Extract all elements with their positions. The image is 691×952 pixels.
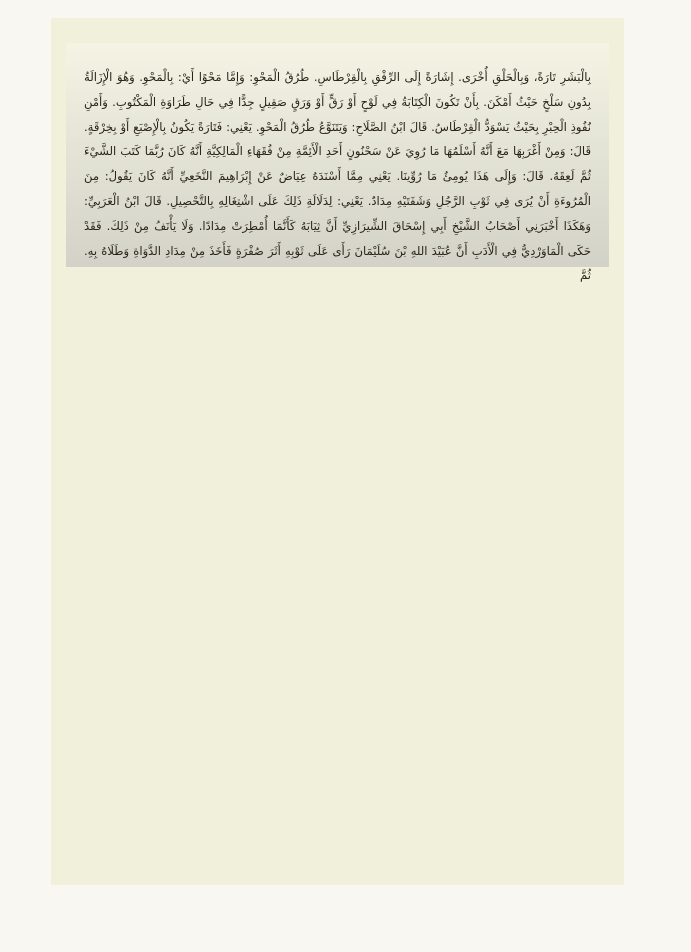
body-paragraph: بِالْبَشَرِ تَارَةً، وَبِالْحَلْقِ أُخْرَى. إِشَارَةً إِلَى الرِّفْقِ بِالْقِرْطَاسِ. طُرُقُ الْمَحْوِ: وَإِمَّا مَحْوًا أَيْ: بِالْمَحْوِ. وَهُوَ الْإِزَالَةُ بِدُونِ سَلْخٍ حَيْثُ أَمْكَنَ. بِأَنْ تَكُونَ الْكِتَابَةُ فِي لَوْحٍ أَوْ رَقٍّ أَوْ وَرَقٍ صَقِيلٍ جِدًّا فِي حَالِ طَرَاوَةِ الْمَكْتُوبِ. وَأَمْنِ نُفُوذِ الْحِبْرِ بِحَيْثُ يَسْوَدُّ الْقِرْطَاسُ. قَالَ ابْنُ الصَّلَاحِ: وَيَتَنَوَّعُ طُرُقُ الْمَحْوِ. يَعْنِي: فَتَارَةً يَكُونُ بِالْإِصْبَعِ أَوْ بِخِرْقَةٍ. قَالَ: وَمِنْ أَغْرَبِهَا مَعَ أَنَّهُ أَسْلَمُهَا مَا رُوِيَ عَنْ سَحْنُونٍ أَحَدِ الْأَئِمَّةِ مِنْ فُقَهَاءِ الْمَالِكِيَّةِ أَنَّهُ كَانَ رُبَّمَا كَتَبَ الشَّيْءَ ثُمَّ لَعِقَهُ. قَالَ: وَإِلَى هَذَا يُومِئُ مَا رُوِّينَا. يَعْنِي مِمَّا أَسْنَدَهُ عِيَاضٌ عَنْ إِبْرَاهِيمَ النَّخَعِيِّ أَنَّهُ كَانَ يَقُولُ: مِنَ الْمُرُوءَةِ أَنْ يُرَى فِي ثَوْبِ الرَّجُلِ وَشَفَتَيْهِ مِدَادٌ. يَعْنِي: لِدَلَالَةِ ذَلِكَ عَلَى اشْتِغَالِهِ بِالتَّحْصِيلِ. قَالَ ابْنُ الْعَرَبِيِّ: وَهَكَذَا أَخْبَرَنِي أَصْحَابُ الشَّيْخِ أَبِي إِسْحَاقَ الشِّيرَازِيِّ أَنَّ ثِيَابَهُ كَأَنَّمَا أُمْطِرَتْ مِدَادًا. وَلَا يَأْنَفُ مِنْ ذَلِكَ. فَقَدْ حَكَى الْمَاوَرْدِيُّ فِي الْأَدَبِ أَنَّ عُبَيْدَ اللهِ بْنَ سُلَيْمَانَ رَأَى عَلَى ثَوْبِهِ أَثَرَ صُفْرَةٍ فَأَخَذَ مِنْ مِدَادِ الدَّوَاةِ وَطَلَاهُ بِهِ. ثُمَّ <box>84 70 591 283</box>
document-page <box>51 18 624 885</box>
text-panel <box>66 43 609 283</box>
